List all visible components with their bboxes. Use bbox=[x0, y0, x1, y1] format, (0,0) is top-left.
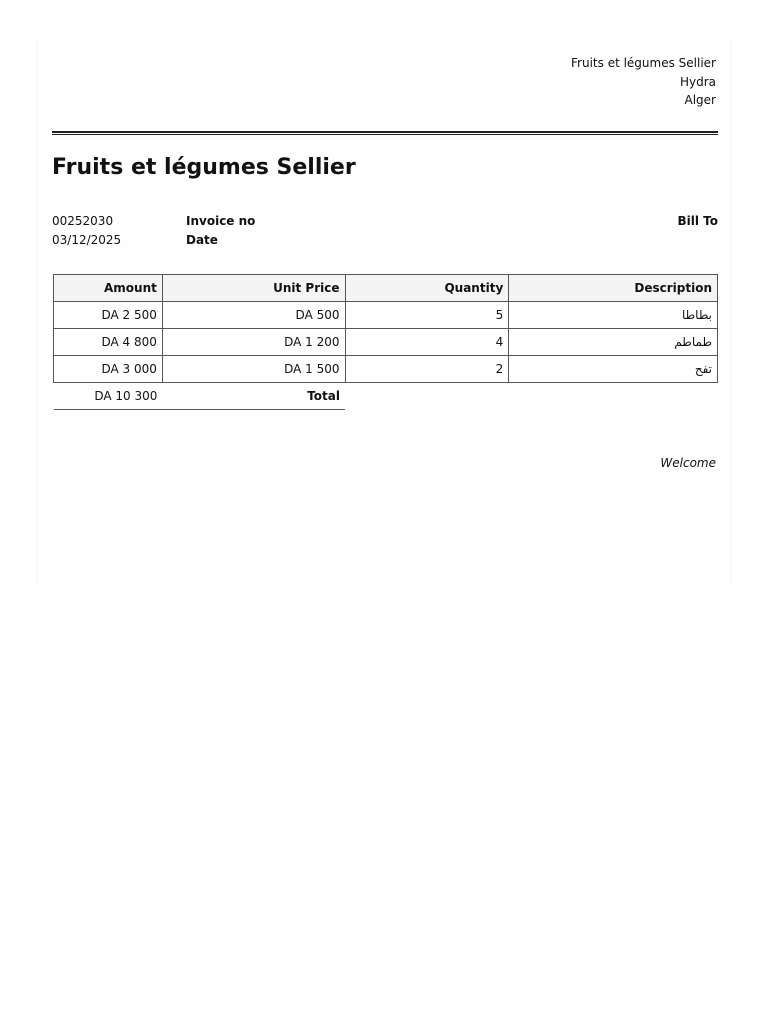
row-amount: DA 3 000 bbox=[54, 356, 163, 383]
bill-to-label: Bill To bbox=[677, 214, 718, 228]
invoice-number-value: 00252030 bbox=[52, 214, 114, 228]
company-address bbox=[571, 54, 716, 110]
row-description: بطاطا bbox=[509, 302, 718, 329]
row-amount: DA 4 800 bbox=[54, 329, 163, 356]
footer-message: Welcome bbox=[660, 456, 716, 470]
table-row bbox=[54, 302, 718, 329]
page-title: Fruits et légumes Sellier bbox=[52, 155, 356, 180]
header-quantity: Quantity bbox=[345, 275, 509, 302]
header-description: Description bbox=[509, 275, 718, 302]
row-quantity: 4 bbox=[345, 329, 509, 356]
header-divider bbox=[52, 131, 718, 135]
row-amount: DA 2 500 bbox=[54, 302, 163, 329]
invoice-date-label: Date bbox=[186, 233, 218, 247]
line-items-table bbox=[53, 274, 718, 410]
total-row bbox=[54, 383, 718, 410]
total-amount: DA 10 300 bbox=[54, 383, 163, 410]
row-unit-price: DA 500 bbox=[162, 302, 345, 329]
company-region: Alger bbox=[684, 93, 716, 107]
invoice-number-row bbox=[52, 212, 718, 231]
invoice-sheet bbox=[36, 40, 732, 585]
table-row bbox=[54, 329, 718, 356]
total-label: Total bbox=[162, 383, 345, 410]
row-quantity: 2 bbox=[345, 356, 509, 383]
header-amount: Amount bbox=[54, 275, 163, 302]
company-name: Fruits et légumes Sellier bbox=[571, 56, 716, 70]
company-city: Hydra bbox=[679, 74, 716, 89]
header-unit-price: Unit Price bbox=[162, 275, 345, 302]
invoice-number-label: Invoice no bbox=[186, 214, 256, 228]
invoice-date-row bbox=[52, 231, 718, 250]
table-header-row bbox=[54, 275, 718, 302]
row-unit-price: DA 1 200 bbox=[162, 329, 345, 356]
row-description: طماطم bbox=[509, 329, 718, 356]
row-unit-price: DA 1 500 bbox=[162, 356, 345, 383]
invoice-date-value: 03/12/2025 bbox=[52, 233, 122, 247]
row-quantity: 5 bbox=[345, 302, 509, 329]
row-description: تفح bbox=[509, 356, 718, 383]
table-row bbox=[54, 356, 718, 383]
